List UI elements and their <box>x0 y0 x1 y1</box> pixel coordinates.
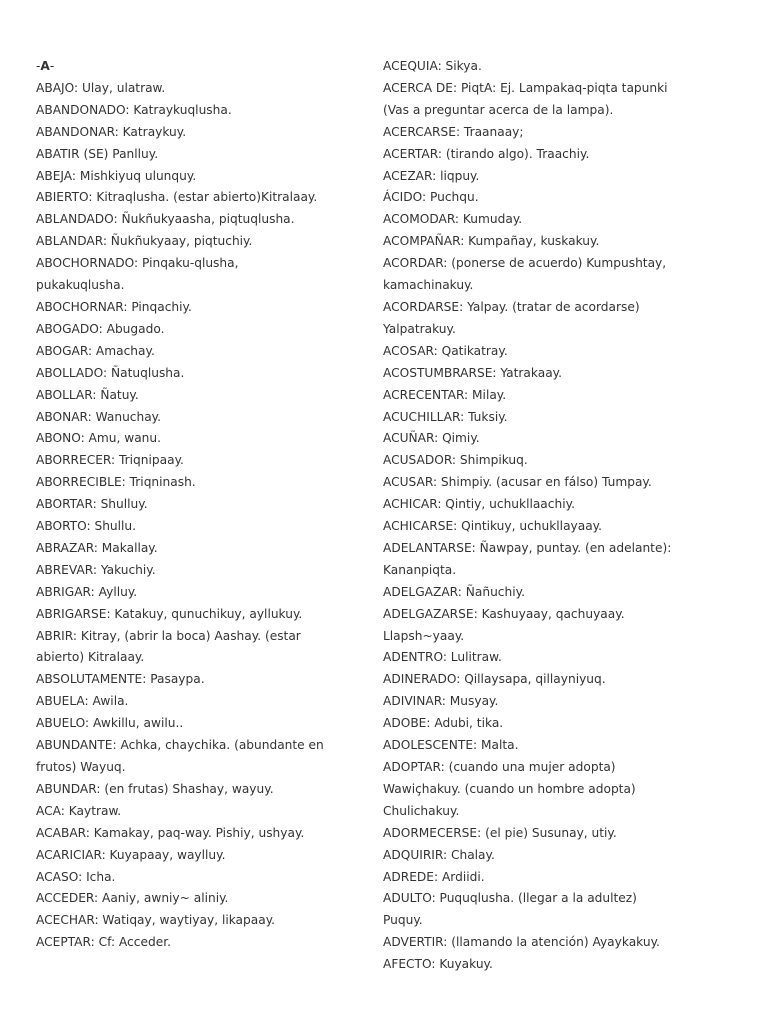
dictionary-entry: Llapsh~yaay. <box>383 628 465 643</box>
right-entries <box>383 56 683 976</box>
dictionary-entry: ADIVINAR: Musyay. <box>383 694 499 709</box>
dictionary-entry: ACECHAR: Watiqay, waytiyay, likapaay. <box>36 913 276 928</box>
dictionary-entry: ABRIGAR: Aylluy. <box>36 584 138 599</box>
dictionary-entry: ABORTAR: Shulluy. <box>36 497 148 512</box>
dictionary-entry: ACOSAR: Qatikatray. <box>383 343 508 358</box>
dictionary-entry: ÁCIDO: Puchqu. <box>383 190 479 205</box>
dictionary-entry: ABOGAR: Amachay. <box>36 343 155 358</box>
section-heading-text: -A- <box>36 59 55 73</box>
dictionary-entry: Puquy. <box>383 913 423 928</box>
dictionary-entry: ADELGAZARSE: Kashuyaay, qachuyaay. <box>383 606 625 621</box>
dictionary-entry: ABOCHORNAR: Pinqachiy. <box>36 299 192 314</box>
dictionary-entry: ACERCARSE: Traanaay; <box>383 124 524 139</box>
dictionary-entry: ABONO: Amu, wanu. <box>36 431 161 446</box>
left-column <box>36 56 336 954</box>
dictionary-entry: ACEZAR: liqpuy. <box>383 168 480 183</box>
dictionary-entry: Wawiçhakuy. (cuando un hombre adopta) <box>383 781 636 796</box>
dictionary-entry: ACERCA DE: PiqtA: Ej. Lampakaq-piqta tapunki <box>383 80 668 95</box>
dictionary-entry: ACUCHILLAR: Tuksiy. <box>383 409 508 424</box>
dictionary-entry: ABORTO: Shullu. <box>36 519 137 534</box>
dictionary-entry: ABORRECIBLE: Triqninash. <box>36 475 196 490</box>
dictionary-entry: abierto) Kitralaay. <box>36 650 145 665</box>
dictionary-entry: ABOCHORNADO: Pinqaku-qlusha, <box>36 256 239 271</box>
dictionary-entry: ADINERADO: Qillaysapa, qillayniyuq. <box>383 672 606 687</box>
dictionary-entry: ACUSADOR: Shimpikuq. <box>383 453 528 468</box>
dictionary-entry: ACOMODAR: Kumuday. <box>383 212 523 227</box>
dictionary-entry: ACUSAR: Shimpiy. (acusar en fálso) Tumpay. <box>383 475 652 490</box>
dictionary-entry: ABUELA: Awila. <box>36 694 129 709</box>
dictionary-entry: ABATIR (SE) Panlluy. <box>36 146 159 161</box>
dictionary-entry: ACHICARSE: Qintikuy, uchukllayaay. <box>383 519 603 534</box>
dictionary-entry: ACEPTAR: Cf: Acceder. <box>36 935 171 950</box>
dictionary-entry: ACUÑAR: Qimiy. <box>383 431 480 446</box>
dictionary-entry: ABLANDAR: Ñukñukyaay, piqtuchiy. <box>36 234 253 249</box>
dictionary-entry: ABEJA: Mishkiyuq ulunquy. <box>36 168 197 183</box>
dictionary-entry: ABOLLAR: Ñatuy. <box>36 387 139 402</box>
dictionary-entry: ABREVAR: Yakuchiy. <box>36 562 156 577</box>
left-entries <box>36 78 336 954</box>
dictionary-entry: ABAJO: Ulay, ulatraw. <box>36 80 166 95</box>
dictionary-entry: Yalpatrakuy. <box>383 321 456 336</box>
dictionary-entry: ADENTRO: Lulitraw. <box>383 650 502 665</box>
dictionary-entry: ACABAR: Kamakay, paq-way. Pishiy, ushyay. <box>36 825 305 840</box>
dictionary-entry: AFECTO: Kuyakuy. <box>383 957 493 972</box>
dictionary-entry: ABRIR: Kitray, (abrir la boca) Aashay. (estar <box>36 628 301 643</box>
dictionary-entry: ABORRECER: Triqnipaay. <box>36 453 184 468</box>
dictionary-entry: ABUNDAR: (en frutas) Shashay, wayuy. <box>36 781 274 796</box>
dictionary-entry: ACOMPAÑAR: Kumpañay, kuskakuy. <box>383 234 600 249</box>
right-column <box>383 56 683 976</box>
dictionary-entry: frutos) Wayuq. <box>36 760 126 774</box>
dictionary-entry: ADQUIRIR: Chalay. <box>383 847 495 862</box>
dictionary-entry: pukakuqlusha. <box>36 278 125 293</box>
dictionary-entry: ADOLESCENTE: Malta. <box>383 738 519 753</box>
dictionary-entry: ABIERTO: Kitraqlusha. (estar abierto)Kitralaay. <box>36 190 318 205</box>
dictionary-entry: ABRAZAR: Makallay. <box>36 540 158 555</box>
dictionary-entry: ACRECENTAR: Milay. <box>383 387 507 402</box>
dictionary-entry: ADORMECERSE: (el pie) Susunay, utiy. <box>383 825 617 840</box>
dictionary-entry: ABOLLADO: Ñatuqlusha. <box>36 365 185 380</box>
dictionary-entry: ACARICIAR: Kuyapaay, waylluy. <box>36 847 226 862</box>
dictionary-entry: ADULTO: Puquqlusha. (llegar a la adultez) <box>383 891 637 906</box>
dictionary-entry: ADVERTIR: (llamando la atención) Ayaykakuy. <box>383 935 660 950</box>
dictionary-entry: ABOGADO: Abugado. <box>36 321 165 336</box>
dictionary-entry: ABANDONAR: Katraykuy. <box>36 124 187 139</box>
dictionary-entry: ADOBE: Adubi, tika. <box>383 716 504 731</box>
dictionary-entry: ABLANDADO: Ñukñukyaasha, piqtuqlusha. <box>36 212 295 227</box>
dictionary-entry: ABANDONADO: Katraykuqlusha. <box>36 102 232 117</box>
dictionary-entry: ACEQUIA: Sikya. <box>383 59 482 73</box>
dictionary-entry: ADELGAZAR: Ñañuchiy. <box>383 584 525 599</box>
dictionary-entry: Kananpiqta. <box>383 562 457 577</box>
dictionary-entry: ABRIGARSE: Katakuy, qunuchikuy, ayllukuy. <box>36 606 303 621</box>
dictionary-entry: ABSOLUTAMENTE: Pasaypa. <box>36 672 205 687</box>
dictionary-entry: ACORDAR: (ponerse de acuerdo) Kumpushtay, <box>383 256 667 271</box>
dictionary-entry: Chulichakuy. <box>383 803 460 818</box>
dictionary-entry: ACHICAR: Qintiy, uchukllaachiy. <box>383 497 575 512</box>
section-heading <box>36 56 336 78</box>
dictionary-entry: ACOSTUMBRARSE: Yatrakaay. <box>383 365 563 380</box>
dictionary-entry: ADREDE: Ardiidi. <box>383 869 485 884</box>
dictionary-entry: ABUNDANTE: Achka, chaychika. (abundante en <box>36 738 324 753</box>
dictionary-entry: ACERTAR: (tirando algo). Traachiy. <box>383 146 590 161</box>
dictionary-entry: ADOPTAR: (cuando una mujer adopta) <box>383 760 616 774</box>
dictionary-entry: ABUELO: Awkillu, awilu.. <box>36 716 184 731</box>
dictionary-entry: (Vas a preguntar acerca de la lampa). <box>383 102 614 117</box>
dictionary-entry: ACORDARSE: Yalpay. (tratar de acordarse) <box>383 299 640 314</box>
dictionary-entry: kamachinakuy. <box>383 278 474 293</box>
dictionary-entry: ACASO: Icha. <box>36 869 116 884</box>
dictionary-entry: ADELANTARSE: Ñawpay, puntay. (en adelante): <box>383 540 672 555</box>
dictionary-entry: ABONAR: Wanuchay. <box>36 409 162 424</box>
dictionary-entry: ACA: Kaytraw. <box>36 803 122 818</box>
dictionary-entry: ACCEDER: Aaniy, awniy~ aliniy. <box>36 891 229 906</box>
